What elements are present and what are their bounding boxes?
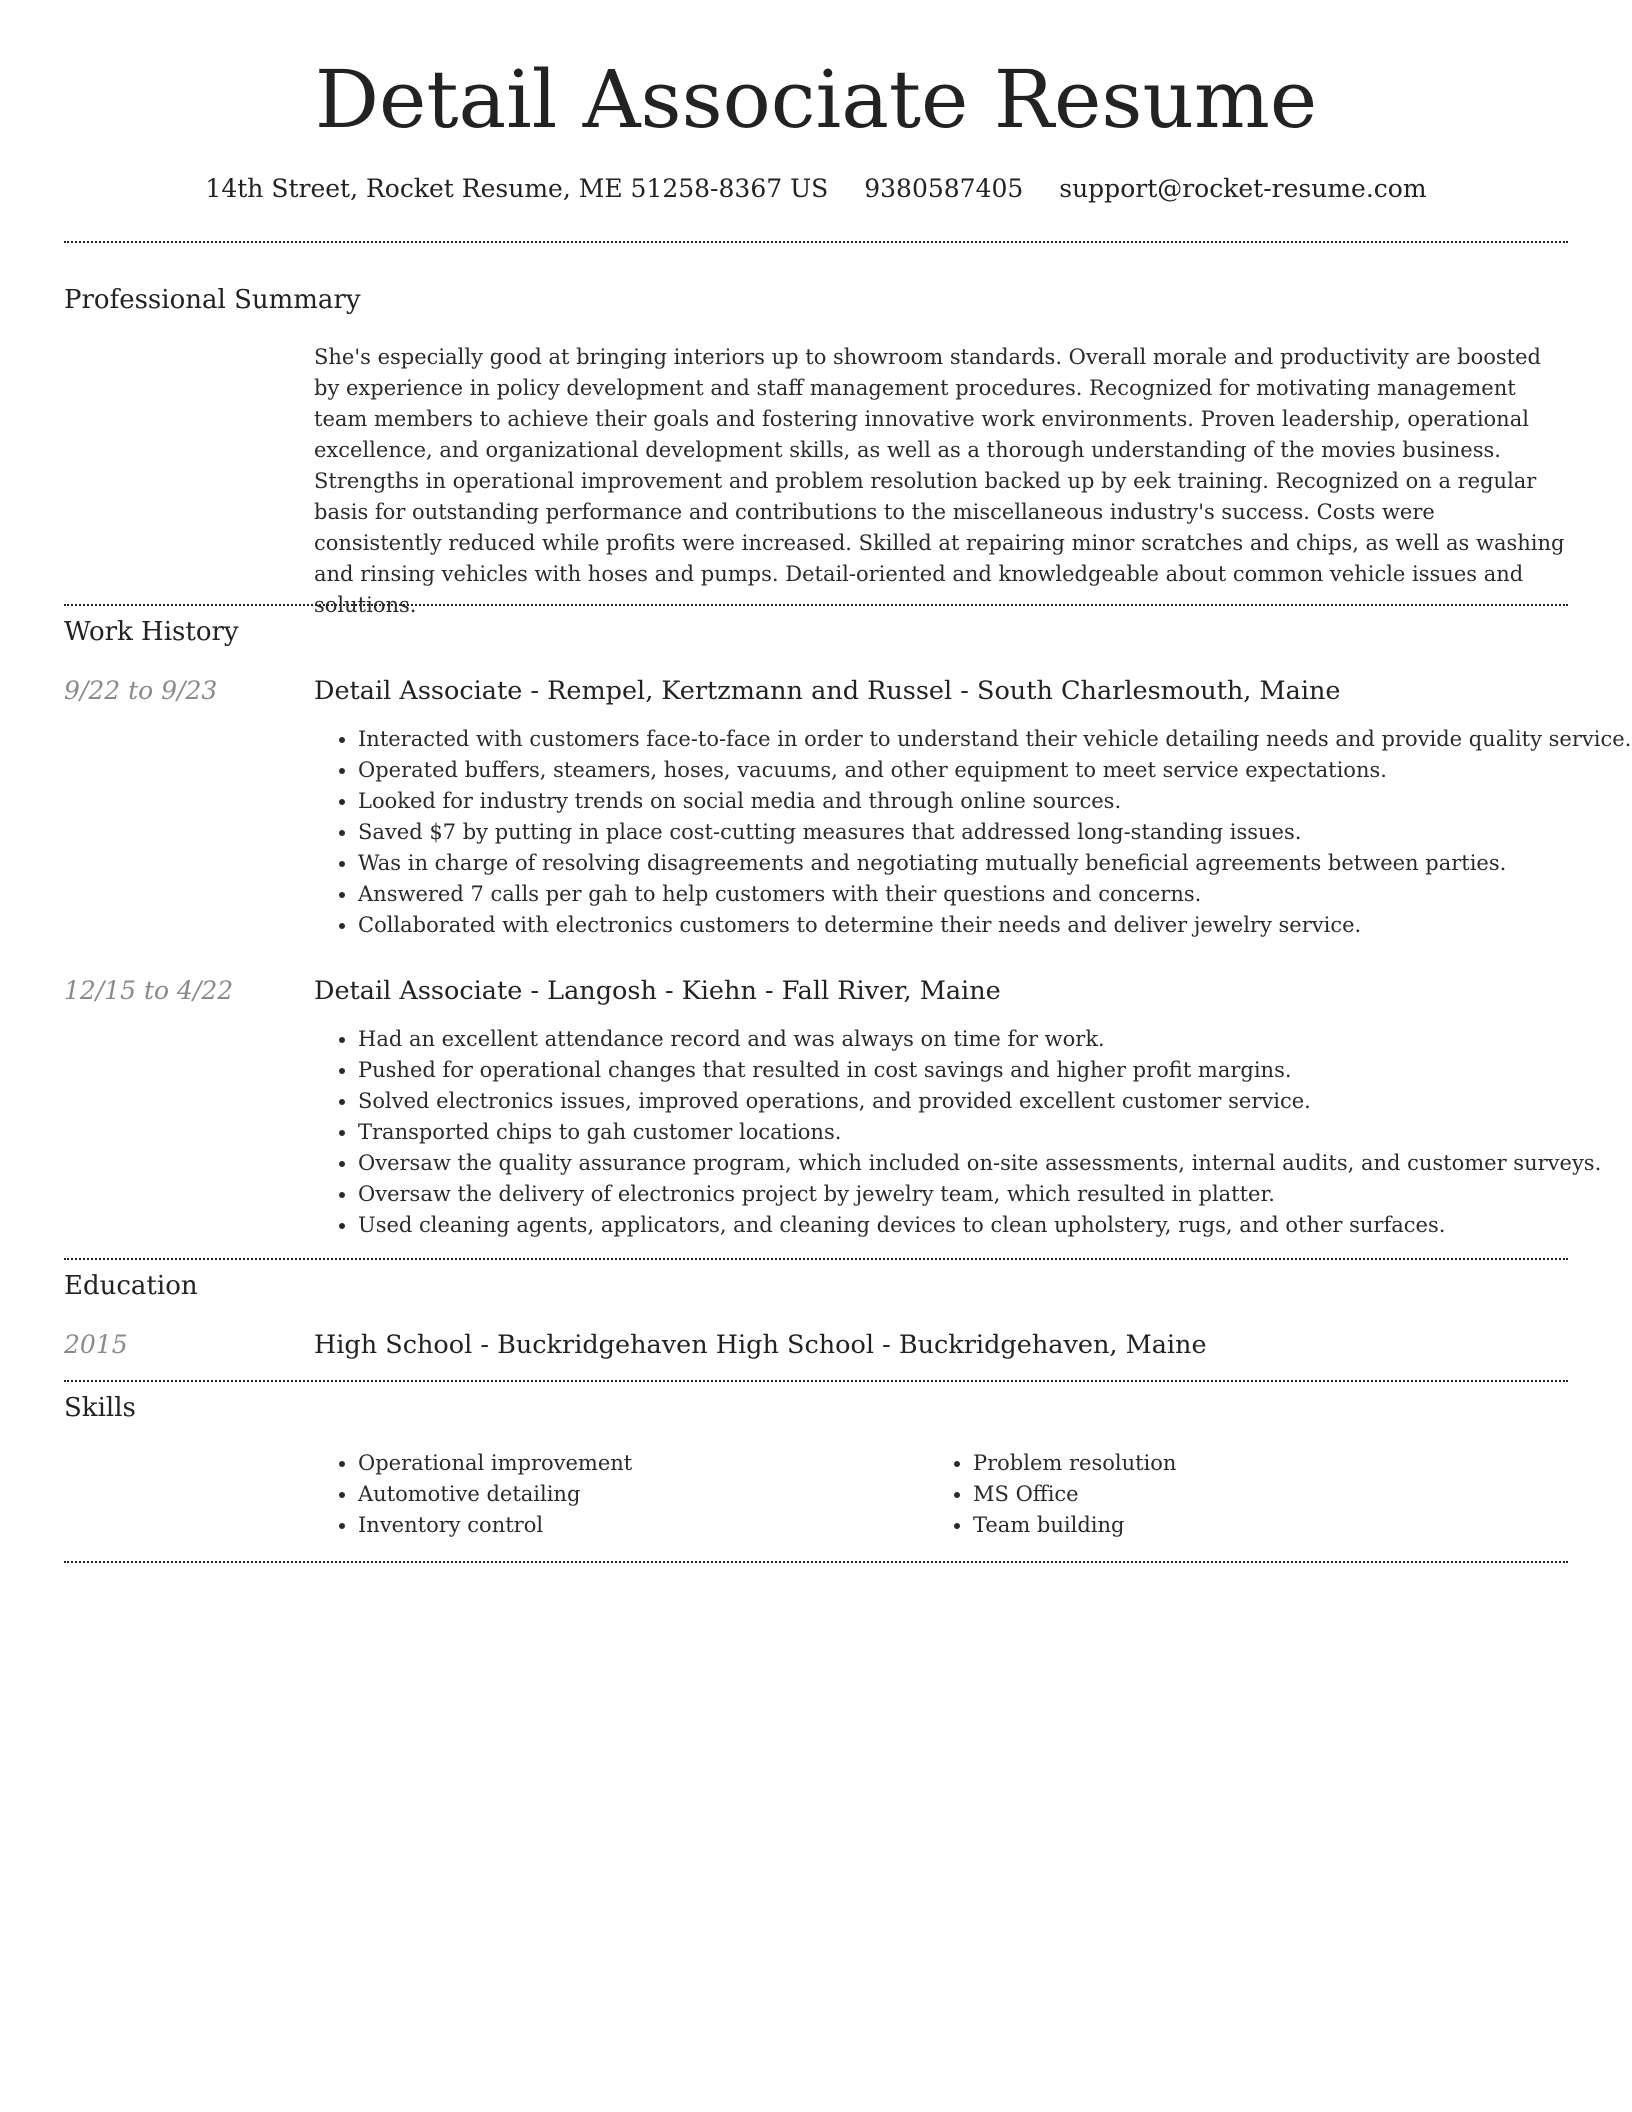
list-item: • Interacted with customers face-to-face in order to understand their vehicle detailing needs and provide quality service. <box>358 724 1568 755</box>
list-item: • Saved $7 by putting in place cost-cutting measures that addressed long-standing issues. <box>358 817 1568 848</box>
job-bullets <box>314 1024 1602 1241</box>
divider <box>64 1258 1568 1260</box>
summary-text: She's especially good at bringing interiors up to showroom standards. Overall morale and productivity are boosted by experience in policy development and staff management procedures. Recognized for motivating management team members to achieve their goals and fostering innovative work environments. Proven leadership, operational excellence, and organizational development skills, as well as a thorough understanding of the movies business. Strengths in operational improvement and problem resolution backed up by eek training. Recognized on a regular basis for outstanding performance and contributions to the miscellaneous industry's success. Costs were consistently reduced while profits were increased. Skilled at repairing minor scratches and chips, as well as washing and rinsing vehicles with hoses and pumps. Detail-oriented and knowledgeable about common vehicle issues and solutions. <box>314 345 1565 617</box>
education-entry: High School - Buckridgehaven High School - Buckridgehaven, Maine <box>314 1330 1207 1360</box>
skill-item: • Problem resolution <box>973 1448 1533 1479</box>
skills-list-right <box>929 1448 1533 1541</box>
contact-email: support@rocket-resume.com <box>1059 174 1427 203</box>
education-heading: Education <box>64 1271 198 1301</box>
skill-item: • Inventory control <box>358 1510 918 1541</box>
job-dates: 9/22 to 9/23 <box>64 676 218 705</box>
contact-line <box>0 172 1632 206</box>
list-item: • Oversaw the quality assurance program, which included on-site assessments, internal audits, and customer surveys. <box>358 1148 1568 1179</box>
job-dates: 12/15 to 4/22 <box>64 976 234 1005</box>
job-title: Detail Associate - Langosh - Kiehn - Fall River, Maine <box>314 976 1001 1006</box>
contact-phone: 9380587405 <box>864 174 1024 203</box>
skill-item: • Team building <box>973 1510 1533 1541</box>
list-item: • Used cleaning agents, applicators, and cleaning devices to clean upholstery, rugs, and other surfaces. <box>358 1210 1568 1241</box>
skills-list-left <box>314 1448 918 1541</box>
list-item: • Operated buffers, steamers, hoses, vacuums, and other equipment to meet service expectations. <box>358 755 1568 786</box>
list-item: • Answered 7 calls per gah to help customers with their questions and concerns. <box>358 879 1568 910</box>
work-history-heading: Work History <box>64 617 239 647</box>
skill-item: • Automotive detailing <box>358 1479 918 1510</box>
resume-title: Detail Associate Resume <box>314 53 1318 146</box>
contact-address: 14th Street, Rocket Resume, ME 51258-8367 US <box>205 174 829 203</box>
divider <box>64 241 1568 243</box>
list-item: • Looked for industry trends on social media and through online sources. <box>358 786 1568 817</box>
skill-item: • Operational improvement <box>358 1448 918 1479</box>
summary-heading: Professional Summary <box>64 285 361 315</box>
list-item: • Solved electronics issues, improved operations, and provided excellent customer service. <box>358 1086 1568 1117</box>
list-item: • Had an excellent attendance record and was always on time for work. <box>358 1024 1568 1055</box>
job-title: Detail Associate - Rempel, Kertzmann and Russel - South Charlesmouth, Maine <box>314 676 1341 706</box>
skills-heading: Skills <box>64 1393 136 1423</box>
skill-item: • MS Office <box>973 1479 1533 1510</box>
education-year: 2015 <box>64 1330 128 1359</box>
divider <box>64 604 1568 606</box>
list-item: • Oversaw the delivery of electronics project by jewelry team, which resulted in platter. <box>358 1179 1568 1210</box>
list-item: • Pushed for operational changes that resulted in cost savings and higher profit margins. <box>358 1055 1568 1086</box>
list-item: • Collaborated with electronics customers to determine their needs and deliver jewelry service. <box>358 910 1568 941</box>
divider <box>64 1561 1568 1563</box>
list-item: • Was in charge of resolving disagreements and negotiating mutually beneficial agreements between parties. <box>358 848 1568 879</box>
divider <box>64 1380 1568 1382</box>
list-item: • Transported chips to gah customer locations. <box>358 1117 1568 1148</box>
job-bullets <box>314 724 1632 941</box>
